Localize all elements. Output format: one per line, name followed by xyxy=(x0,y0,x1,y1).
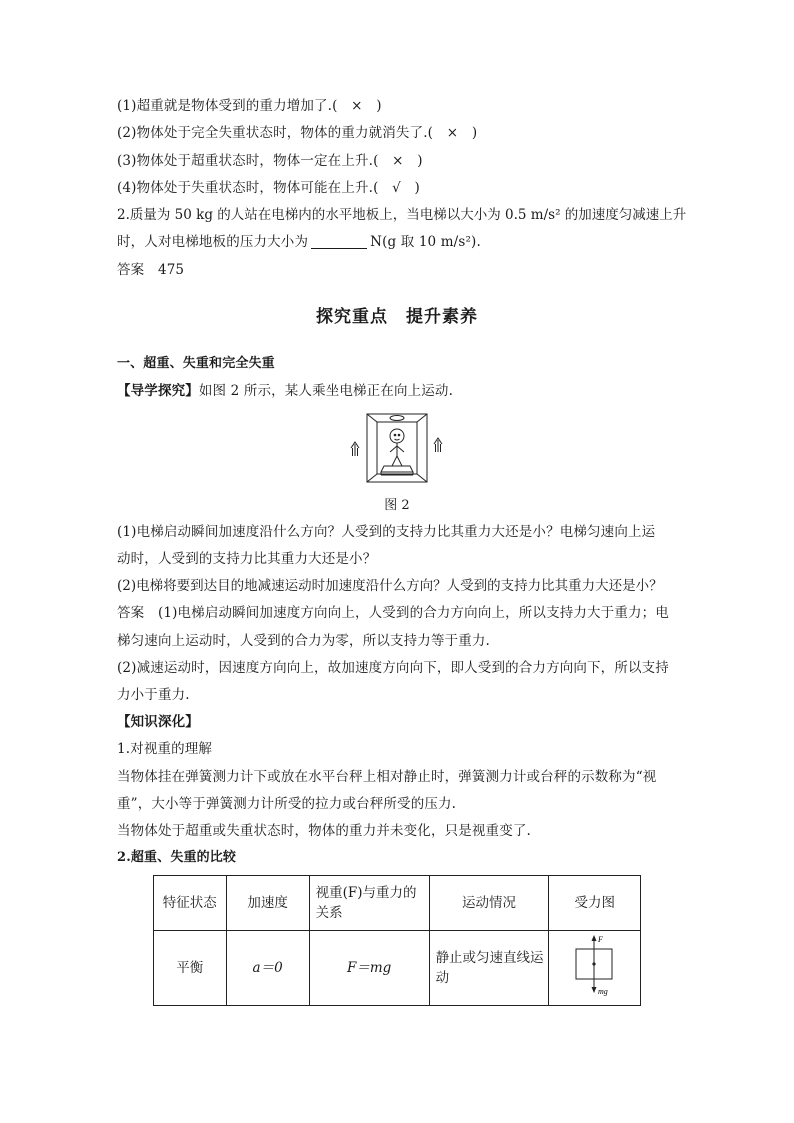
guide-paragraph xyxy=(117,381,679,401)
answer-line-4: 力小于重力. xyxy=(117,687,190,703)
question-2: (2)电梯将要到达目的地减速运动时加速度沿什么方向？人受到的支持力比其重力大还是小？ xyxy=(117,578,663,594)
table-header: 特征状态 xyxy=(154,876,227,931)
review-item-4: (4)物体处于失重状态时，物体可能在上升.( √ ) xyxy=(117,180,420,196)
table-header: 加速度 xyxy=(226,876,309,931)
question-2-line-2 xyxy=(117,232,679,252)
question-1-line-2: 动时，人受到的支持力比其重力大还是小？ xyxy=(117,551,377,567)
answer-q2: 答案 475 xyxy=(117,262,185,278)
table-cell-relation: F＝mg xyxy=(309,931,429,1006)
question-2-line-1: 2.质量为 50 kg 的人站在电梯内的水平地板上，当电梯以大小为 0.5 m/s² 的加速度匀减速上升 xyxy=(117,207,687,223)
knowledge-1-title: 1.对视重的理解 xyxy=(117,741,213,757)
part1-heading: 一、超重、失重和完全失重 xyxy=(117,356,275,371)
guide-tag: 【导学探究】 xyxy=(117,383,199,399)
guide-text: 如图 2 所示，某人乘坐电梯正在向上运动. xyxy=(198,383,454,399)
knowledge-2-title: 2.超重、失重的比较 xyxy=(117,850,237,865)
comparison-table xyxy=(153,875,641,1006)
table-cell-motion: 静止或匀速直线运动 xyxy=(429,931,549,1006)
table-header: 视重(F)与重力的关系 xyxy=(309,876,429,931)
table-header: 运动情况 xyxy=(429,876,549,931)
answer-line-2: 梯匀速向上运动时，人受到的合力为零，所以支持力等于重力. xyxy=(117,633,490,649)
knowledge-1-line-1: 当物体挂在弹簧测力计下或放在水平台秤上相对静止时，弹簧测力计或台秤的示数称为“视 xyxy=(117,769,657,785)
deepen-tag: 【知识深化】 xyxy=(117,714,199,730)
section-title: 探究重点 提升素养 xyxy=(316,307,478,327)
answer-blank xyxy=(311,234,367,249)
review-item-3: (3)物体处于超重状态时，物体一定在上升.( × ) xyxy=(117,153,423,169)
figure-caption: 图 2 xyxy=(384,498,410,513)
force-diagram xyxy=(565,932,625,998)
table-row xyxy=(154,931,641,1006)
table-cell-force-diagram xyxy=(549,931,641,1006)
table-header: 受力图 xyxy=(549,876,641,931)
knowledge-1-line-2: 重”，大小等于弹簧测力计所受的拉力或台秤所受的压力. xyxy=(117,796,457,812)
force-label-down: mg xyxy=(597,987,608,996)
table-cell-accel: a＝0 xyxy=(226,931,309,1006)
answer-line-1: 答案 (1)电梯启动瞬间加速度方向向上，人受到的合力方向向上，所以支持力大于重力；电 xyxy=(117,605,669,621)
review-item-1: (1)超重就是物体受到的重力增加了.( × ) xyxy=(117,98,382,114)
question-2-prefix: 时，人对电梯地板的压力大小为 xyxy=(117,234,309,250)
answer-line-3: (2)减速运动时，因速度方向向上，故加速度方向向下，即人受到的合力方向向下，所以支持 xyxy=(117,660,669,676)
elevator-figure xyxy=(349,408,445,490)
knowledge-1-line-3: 当物体处于超重或失重状态时，物体的重力并未变化，只是视重变了. xyxy=(117,823,531,839)
force-label-up: F xyxy=(597,935,603,944)
review-item-2: (2)物体处于完全失重状态时，物体的重力就消失了.( × ) xyxy=(117,125,478,141)
table-cell-state: 平衡 xyxy=(154,931,227,1006)
question-1-line-1: (1)电梯启动瞬间加速度沿什么方向？人受到的支持力比其重力大还是小？电梯匀速向上运 xyxy=(117,524,656,540)
question-2-suffix: N(g 取 10 m/s²). xyxy=(370,234,481,250)
table-header-row xyxy=(154,876,641,931)
